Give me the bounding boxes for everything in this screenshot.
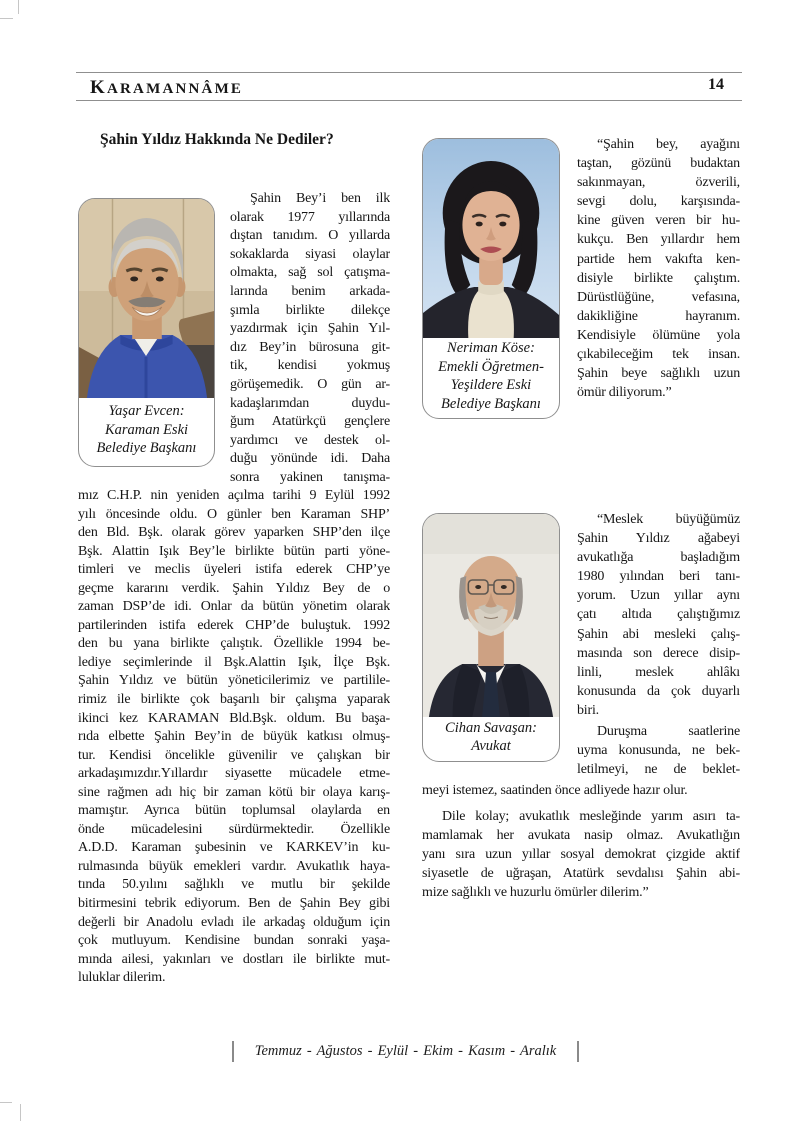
page-corner-mark-top [0,18,13,19]
text-line: Yeşildere Eski [450,377,532,393]
text-line: kukçu. Ben yıllardır hem [577,232,740,248]
text-line: rıda elbette Şahin Bey’in de büyük katkısı olmuş- [78,729,390,745]
text-line: çok mutluyum. Kendisine bundan sonraki yaşa- [78,933,390,949]
text-line: taştan, gözünü budaktan [577,156,740,172]
text-line: yanı sıra uzun yıllar sosyal demokrat çizgide aktif [422,847,740,862]
text-line: Şahin Yıldız ağabeyi [577,531,740,547]
photo-frame-yasar-evcen [78,198,215,467]
text-line: Avukat [471,738,511,754]
quote-cihan-savasan-part1 [577,510,740,720]
text-line: konusunda da çok duyarlı [577,683,740,699]
header-rule-bottom [76,100,742,101]
text-line: partilerinden istifa ederek CHP’de buluştuk. 1992 [78,617,390,633]
portrait-illustration-cihan-savasan [423,514,559,717]
text-line: ikinci kez KARAMAN Bld.Bşk. oldum. Bu başa- [78,710,390,726]
text-line: çıkabileceğim tek insan. [577,347,740,363]
text-line: Bşk. Alattin Işık Bey’le birlikte bütün parti yöne- [78,543,390,559]
text-line: Şahin abi mesleki çalış- [577,626,740,642]
text-line: dız Bey’in bürosuna git- [230,339,390,355]
text-line: Dile kolay; avukatlık mesleğinde yarım asırı ta- [442,809,740,824]
text-line: tında 50.yılını sağlıklı ve mutlu bir şekilde [78,877,390,893]
text-line: dakikliğine hayranım. [577,308,740,324]
text-line: mamlamak her avukata nasip olmaz. Avukatlığın [422,828,740,843]
text-line: yardımcı ve destek ol- [230,432,390,448]
text-line: Belediye Başkanı [441,395,541,412]
text-line: çatı altıda çalıştığımız [577,607,740,623]
text-line: den Bld. Bşk. olarak görev yaparken SHP’den ilçe [78,525,390,541]
photo-caption-yasar-evcen [79,398,214,466]
text-line: sevgi dolu, karşısında- [577,194,740,210]
left-column-text-narrow [230,190,390,488]
quote-neriman-kose [577,135,740,402]
page-corner-mark-top [18,0,19,14]
text-line: letilmeyi, ne de beklet- [577,762,740,778]
quote-cihan-savasan-part2-narrow [577,722,740,779]
footer-separator-left [232,1041,234,1062]
text-line: sine rağmen adı hiç bir zaman kötü bir olaya karış- [78,784,390,800]
photo-caption-cihan-savasan [423,717,559,761]
text-line: timleri ve meclis üyeleri istifa ederek CHP’ye [78,562,390,578]
text-line: disiyle birlikte çalıştım. [577,270,740,286]
page-title: KARAMANNÂME [90,77,244,98]
text-line: tik, kendisi yokmuş [230,358,390,374]
footer-months: Temmuz - Ağustos - Eylül - Ekim - Kasım - Aralık [254,1043,557,1059]
text-line: sokaklarda siyasi olaylar [230,246,390,262]
text-line: yılı öncesinde oldu. O günler ben Karaman SHP’ [78,506,390,522]
text-line: mize sağlıklı ve huzurlu ömürler dilerim.” [422,885,649,900]
text-line: linli, meslek ahlâkı [577,664,740,680]
text-line: Şahin beye sağlıklı uzun [577,366,740,382]
photo-frame-cihan-savasan [422,513,560,762]
portrait-photo-yasar-evcen [79,199,214,398]
text-line: Dürüstlüğüne, vefasına, [577,289,740,305]
text-line: mında ailesi, yakınları ve dostları ile birlikte mut- [78,951,390,967]
page-corner-mark-bottom [20,1104,21,1121]
text-line: kadaşlarımdan duydu- [230,395,390,411]
photo-frame-neriman-kose [422,138,560,419]
text-line: bitirmesini tebrik ediyorum. Ben de Şahin Bey gibi [78,896,390,912]
portrait-illustration-neriman-kose [423,139,559,338]
quote-cihan-savasan-part3 [422,807,740,902]
text-line: Kendisiyle ölümüne yola [577,327,740,343]
text-line: uyma konusunda, ne bek- [577,743,740,759]
text-line: önde mücadelesini sürdürmektedir. Özellikle [78,821,390,837]
page-corner-mark-bottom [0,1102,12,1103]
text-line: partide hem vakıfta ken- [577,251,740,267]
text-line: luluklar dilerim. [78,970,166,986]
portrait-photo-neriman-kose [423,139,559,338]
text-line: Duruşma saatlerine [597,724,740,739]
photo-caption-neriman-kose [423,338,559,418]
text-line: biri. [577,702,599,718]
text-line: zaman DSP’de idi. Onlar da bütün yönetim olarak [78,599,390,615]
text-line: arkadaşımızdır.Yıllardır siyasette mücadele etme- [78,766,390,782]
text-line: masında son derece disip- [577,645,740,661]
text-line: dıştan tanıdım. O yıllarda [230,228,390,244]
text-line: mamıştır. Ayrıca bütün toplumsal olaylarda en [78,803,390,819]
text-line: Belediye Başkanı [96,440,197,457]
text-line: 1980 yılından beri tanı- [577,569,740,585]
text-line: görüşemedik. O gün ar- [230,376,390,392]
text-line: siyasetle de uğraşan, Atatürk sevdalısı Şahin abi- [422,866,740,881]
text-line: Şahin Bey’i ben ilk [250,191,390,206]
text-line: A.D.D. Karaman şubesinin ve KARKEV’in ku- [78,840,390,856]
text-line: ömür diliyorum.” [577,385,672,401]
text-line: Emekli Öğretmen- [438,358,544,375]
page-number: 14 [708,76,724,93]
text-line: larında benim arkada- [230,283,390,299]
text-line: lediye seçimlerinde il Bşk.Alattin Işık, İlçe Bşk. [78,654,390,670]
header-rule-top [76,72,742,73]
portrait-illustration-yasar-evcen [79,199,214,398]
text-line: “Şahin bey, ayağını [597,137,740,152]
portrait-photo-cihan-savasan [423,514,559,717]
text-line: geçme kararını verdik. Şahin Yıldız Bey de o [78,580,390,596]
left-column-text-wide [78,487,390,988]
text-line: mız C.H.P. nin yeniden açılma tarihi 9 Eylül 1992 [78,488,390,503]
text-line: olmakta, sağ sol çatışma- [230,265,390,281]
text-line: tur. Kendisi öncelikle güvenilir ve çalışkan bir [78,747,390,763]
text-line: Karaman Eski [104,421,189,438]
text-line: şımla birlikte dilekçe [230,302,390,318]
text-line: Cihan Savaşan: [445,719,537,736]
text-line: kine güven veren bir hu- [577,213,740,229]
quote-cihan-savasan-part2-wide: meyi istemez, saatinden önce adliyede hazır olur. [422,783,688,798]
text-line: yorum. Uzun yıllar aynı [577,588,740,604]
text-line: Yaşar Evcen: [108,403,185,420]
text-line: sakınmayan, özverili, [577,175,740,191]
text-line: rimiz ile birlikte çok başarılı bir çalışma yaparak [78,692,390,708]
text-line: ğum Atatürkçü gençlere [230,414,390,430]
text-line: den bu yana birlikte çalıştık. Özellikle 1994 be- [78,636,390,652]
text-line: avukatlığa başladığım [577,550,740,566]
text-line: olarak 1977 yıllarında [230,209,390,225]
text-line: duğu yönünde idi. Daha [230,451,390,467]
text-line: sonra yakinen tanışma- [230,469,390,485]
text-line: değerli bir Anadolu evladı ile arkadaş olduğum için [78,914,390,930]
article-heading: Şahin Yıldız Hakkında Ne Dediler? [100,131,334,148]
text-line: “Meslek büyüğümüz [597,512,740,527]
text-line: yazdırmak için Şahin Yıl- [230,321,390,337]
footer-separator-right [577,1041,579,1062]
text-line: Şahin Yıldız ve bütün yöneticilerimiz ve partilile- [78,673,390,689]
text-line: Neriman Köse: [447,340,535,356]
text-line: rulmasında büyük emekleri vardır. Avukatlık haya- [78,858,390,874]
